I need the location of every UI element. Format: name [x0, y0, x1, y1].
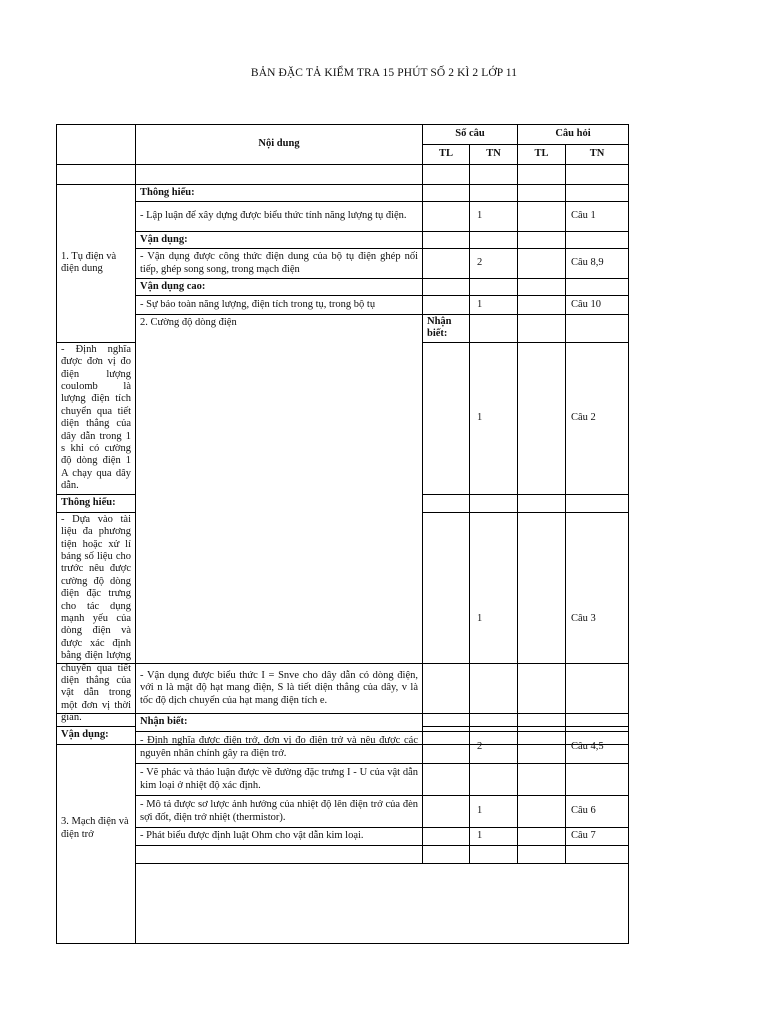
table-row — [57, 664, 629, 714]
level-label: Vận dụng cao: — [136, 279, 423, 296]
criterion-text: - Phát biểu được định luật Ohm cho vật dẫn kim loại. — [136, 828, 423, 846]
topic-continued-blank — [57, 664, 136, 714]
level-label: Nhận biết: — [423, 315, 470, 343]
table-row — [57, 732, 629, 764]
empty-row — [57, 846, 629, 864]
header-cau-hoi: Câu hỏi — [518, 125, 629, 145]
table-row — [57, 764, 629, 796]
header-tl-question: TL — [518, 145, 566, 165]
level-label: Thông hiểu: — [136, 185, 423, 202]
tn-count: 1 — [470, 796, 518, 828]
criterion-text: - Sự bảo toàn năng lượng, điện tích trong tụ, trong bộ tụ — [136, 296, 423, 315]
criterion-text: - Định nghĩa được đơn vị đo điện lượng coulomb là lượng điện tích chuyển qua tiết diện thẳng của dây dẫn trong 1 s khi có cường độ dòng điện 1 A chạy qua dây dẫn. — [57, 342, 136, 494]
header-blank-cell — [57, 125, 136, 165]
header-so-cau: Số câu — [423, 125, 518, 145]
tn-count: 1 — [470, 202, 518, 232]
empty-row — [57, 165, 629, 185]
spec-table-part-2 — [56, 663, 629, 944]
tn-count: 1 — [470, 342, 518, 494]
document-title: BẢN ĐẶC TẢ KIỂM TRA 15 PHÚT SỐ 2 KÌ 2 LỚP 11 — [250, 67, 518, 79]
criterion-text: - Vận dụng được biểu thức I = Snve cho dây dẫn có dòng điện, với n là mật độ hạt mang điện, S là tiết diện thẳng của dây, v là tốc độ dịch chuyển của hạt mang điện tích e. — [136, 664, 423, 714]
topic-circuit-resistance: 3. Mạch điện và điện trở — [57, 714, 136, 944]
level-label: Vận dụng: — [136, 232, 423, 249]
criterion-text: - Lập luận để xây dựng được biểu thức tính năng lượng tụ điện. — [136, 202, 423, 232]
header-tn-count: TN — [470, 145, 518, 165]
level-label: Vận dụng: — [57, 726, 136, 744]
criterion-text: - Dựa vào tài liệu đa phương tiện hoặc xử lí bảng số liệu cho trước nêu được cường độ dòng điện đặc trưng cho tác dụng mạnh yếu của dòng điện và được xác định bằng điện lượng chuyển qua tiết diện thẳng của vật dẫn trong một đơn vị thời gian. — [57, 512, 136, 726]
tn-count: 2 — [470, 732, 518, 764]
criterion-text: - Vận dụng được công thức điện dung của bộ tụ điện ghép nối tiếp, ghép song song, trong mạch điện — [136, 249, 423, 279]
question-ref: Câu 4,5 — [566, 732, 629, 764]
question-ref: Câu 1 — [566, 202, 629, 232]
tn-count: 2 — [470, 249, 518, 279]
criterion-text: - Mô tả được sơ lược ảnh hưởng của nhiệt độ lên điện trở của đèn sợi đốt, điện trở nhiệt (thermistor). — [136, 796, 423, 828]
table-row — [57, 202, 629, 232]
table-row — [57, 828, 629, 846]
table-row — [57, 796, 629, 828]
question-ref: Câu 10 — [566, 296, 629, 315]
topic-current: 2. Cường độ dòng điện — [136, 315, 423, 745]
spec-table-part-1 — [56, 124, 629, 745]
criterion-text: - Vẽ phác và thảo luận được về đường đặc trưng I - U của vật dẫn kim loại ở nhiệt độ xác định. — [136, 764, 423, 796]
question-ref: Câu 2 — [566, 342, 629, 494]
header-content: Nội dung — [136, 125, 423, 165]
header-tl-count: TL — [423, 145, 470, 165]
topic-capacitor: 1. Tụ điện và điện dung — [57, 185, 136, 343]
question-ref: Câu 3 — [566, 512, 629, 726]
tn-count: 1 — [470, 512, 518, 726]
level-label: Nhận biết: — [136, 714, 423, 732]
header-tn-question: TN — [566, 145, 629, 165]
criterion-text: - Định nghĩa được điện trở, đơn vị đo điện trở và nêu được các nguyên nhân chính gây ra điện trở. — [136, 732, 423, 764]
level-label: Thông hiểu: — [57, 494, 136, 512]
question-ref: Câu 7 — [566, 828, 629, 846]
table-row — [57, 249, 629, 279]
tn-count: 1 — [470, 828, 518, 846]
question-ref: Câu 8,9 — [566, 249, 629, 279]
tn-count: 1 — [470, 296, 518, 315]
table-row — [57, 296, 629, 315]
question-ref: Câu 6 — [566, 796, 629, 828]
empty-merged-row — [57, 864, 629, 944]
